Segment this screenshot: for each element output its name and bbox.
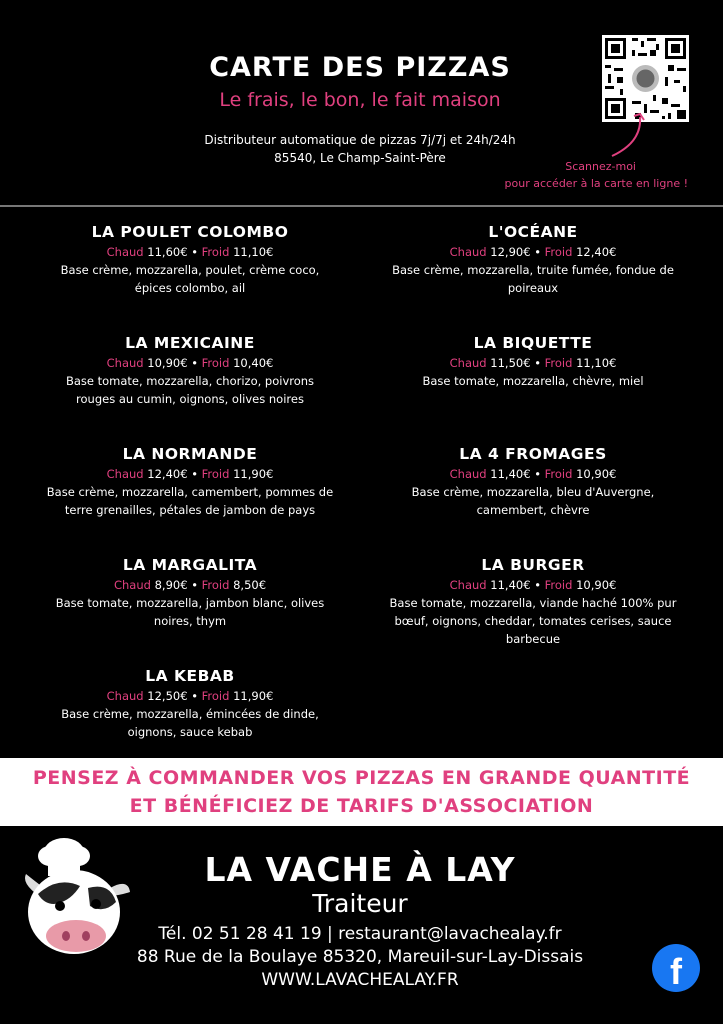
pizza-description: poireaux: [507, 281, 559, 295]
pizza-name: LA NORMANDE: [122, 445, 258, 463]
pizza-description: bœuf, oignons, cheddar, tomates cerises, sauce: [394, 614, 672, 628]
facebook-icon[interactable]: [652, 944, 700, 992]
contact-address: 88 Rue de la Boulaye 85320, Mareuil-sur-Lay-Dissais: [136, 947, 584, 967]
pizza-description: épices colombo, ail: [134, 281, 246, 295]
pizza-description: Base tomate, mozzarella, viande haché 100% pur: [389, 596, 677, 610]
pizza-description: terre grenailles, pétales de jambon de pays: [64, 503, 316, 517]
facebook-glyph: f: [670, 951, 682, 992]
pizza-item: [363, 443, 703, 519]
curved-arrow-icon: [600, 112, 650, 162]
footer: [0, 826, 723, 1024]
pizza-price: Chaud 12,50€ • Froid 11,90€: [106, 689, 274, 703]
brand-tagline: Traiteur: [312, 889, 408, 918]
pizza-name: LA 4 FROMAGES: [459, 445, 607, 463]
pizza-price: Chaud 11,40€ • Froid 10,90€: [449, 467, 617, 481]
contact-block: [90, 923, 630, 992]
pizza-item: [363, 332, 703, 390]
pizza-description: Base tomate, mozzarella, chorizo, poivrons: [65, 374, 315, 388]
pizza-name: LA MARGALITA: [122, 556, 258, 574]
pizza-description: camembert, chèvre: [476, 503, 590, 517]
pizza-item: [363, 221, 703, 297]
contact-phone-email[interactable]: Tél. 02 51 28 41 19 | restaurant@lavachealay.fr: [158, 924, 562, 944]
pizza-price: Chaud 12,90€ • Froid 12,40€: [449, 245, 617, 259]
pizza-description: Base tomate, mozzarella, jambon blanc, olives: [55, 596, 325, 610]
scan-line: Scannez-moi: [565, 160, 636, 173]
pizza-item: [363, 554, 703, 648]
brand-name: LA VACHE À LAY: [204, 850, 516, 889]
pizza-price: Chaud 8,90€ • Froid 8,50€: [113, 578, 267, 592]
pizza-name: LA MEXICAINE: [125, 334, 255, 352]
pizza-item: [20, 332, 360, 408]
pizza-description: rouges au cumin, oignons, olives noires: [76, 392, 304, 406]
pizza-name: LA KEBAB: [145, 667, 235, 685]
pizza-description: Base crème, mozzarella, truite fumée, fondue de: [392, 263, 674, 277]
pizza-description: Base tomate, mozzarella, chèvre, miel: [422, 374, 644, 388]
pizza-description: Base crème, mozzarella, poulet, crème coco,: [60, 263, 320, 277]
distributor-address: 85540, Le Champ-Saint-Père: [274, 151, 446, 165]
pizza-description: noires, thym: [153, 614, 227, 628]
pizza-description: barbecue: [505, 632, 561, 646]
pizza-price: Chaud 11,40€ • Froid 10,90€: [449, 578, 617, 592]
pizza-item: [20, 554, 360, 630]
divider: [0, 205, 723, 207]
pizza-name: L'OCÉANE: [488, 223, 578, 241]
distributor-line: Distributeur automatique de pizzas 7j/7j et 24h/24h: [204, 133, 516, 147]
qr-code-icon[interactable]: [602, 35, 689, 122]
pizza-item: [20, 665, 360, 741]
pizza-description: Base crème, mozzarella, bleu d'Auvergne,: [411, 485, 655, 499]
website-link[interactable]: WWW.LAVACHEALAY.FR: [261, 970, 459, 990]
pizza-price: Chaud 11,60€ • Froid 11,10€: [106, 245, 274, 259]
pizza-name: LA BIQUETTE: [473, 334, 593, 352]
pizza-price: Chaud 11,50€ • Froid 11,10€: [449, 356, 617, 370]
promo-line: PENSEZ À COMMANDER VOS PIZZAS EN GRANDE QUANTITÉ: [32, 767, 691, 789]
pizza-price: Chaud 10,90€ • Froid 10,40€: [106, 356, 274, 370]
promo-line: ET BÉNÉFICIEZ DE TARIFS D'ASSOCIATION: [129, 795, 594, 817]
pizza-name: LA POULET COLOMBO: [91, 223, 289, 241]
page-title: CARTE DES PIZZAS: [209, 52, 511, 83]
scan-caption: [470, 158, 688, 192]
pizza-item: [20, 443, 360, 519]
pizza-item: [20, 221, 360, 297]
pizza-name: LA BURGER: [481, 556, 585, 574]
page-subtitle: Le frais, le bon, le fait maison: [219, 89, 501, 111]
scan-line: pour accéder à la carte en ligne !: [504, 177, 688, 190]
promo-banner: [0, 758, 723, 826]
pizza-description: Base crème, mozzarella, camembert, pommes de: [46, 485, 334, 499]
pizza-description: Base crème, mozzarella, émincées de dinde,: [61, 707, 319, 721]
header: [0, 0, 723, 205]
pizza-description: oignons, sauce kebab: [127, 725, 253, 739]
pizza-price: Chaud 12,40€ • Froid 11,90€: [106, 467, 274, 481]
